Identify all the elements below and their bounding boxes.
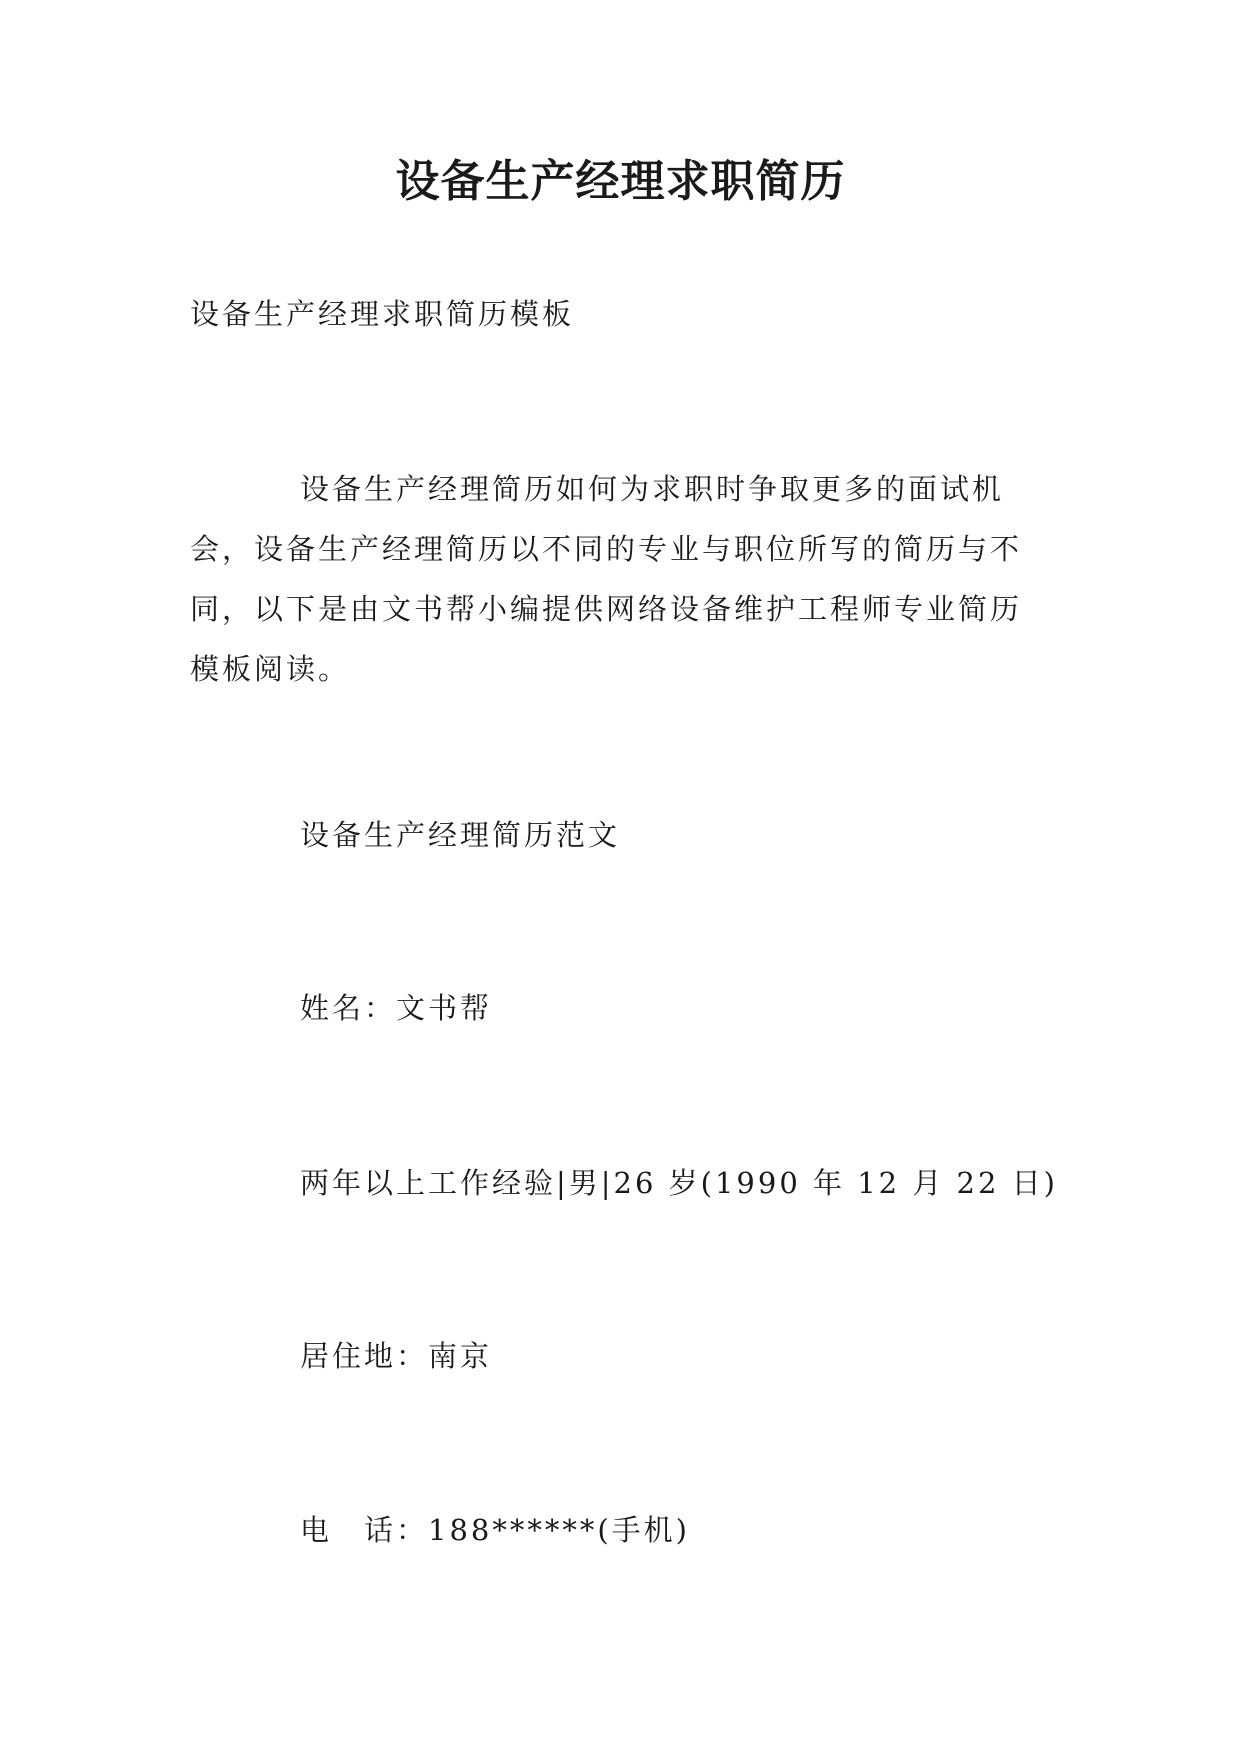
phone-line: 电 话：188******(手机) (300, 1513, 690, 1547)
residence-line: 居住地：南京 (300, 1339, 493, 1373)
subtitle: 设备生产经理求职简历模板 (190, 297, 575, 331)
name-line: 姓名：文书帮 (300, 991, 493, 1025)
intro-line: 设备生产经理简历如何为求职时争取更多的面试机 (300, 472, 1005, 506)
intro-paragraph (190, 469, 1050, 709)
sample-heading: 设备生产经理简历范文 (300, 818, 621, 852)
document-title: 设备生产经理求职简历 (395, 156, 846, 207)
intro-line: 会，设备生产经理简历以不同的专业与职位所写的简历与不 (190, 532, 1023, 566)
intro-line: 同，以下是由文书帮小编提供网络设备维护工程师专业简历 (190, 592, 1023, 626)
profile-line: 两年以上工作经验|男|26 岁(1990 年 12 月 22 日) (300, 1166, 1058, 1200)
intro-line: 模板阅读。 (190, 652, 351, 686)
